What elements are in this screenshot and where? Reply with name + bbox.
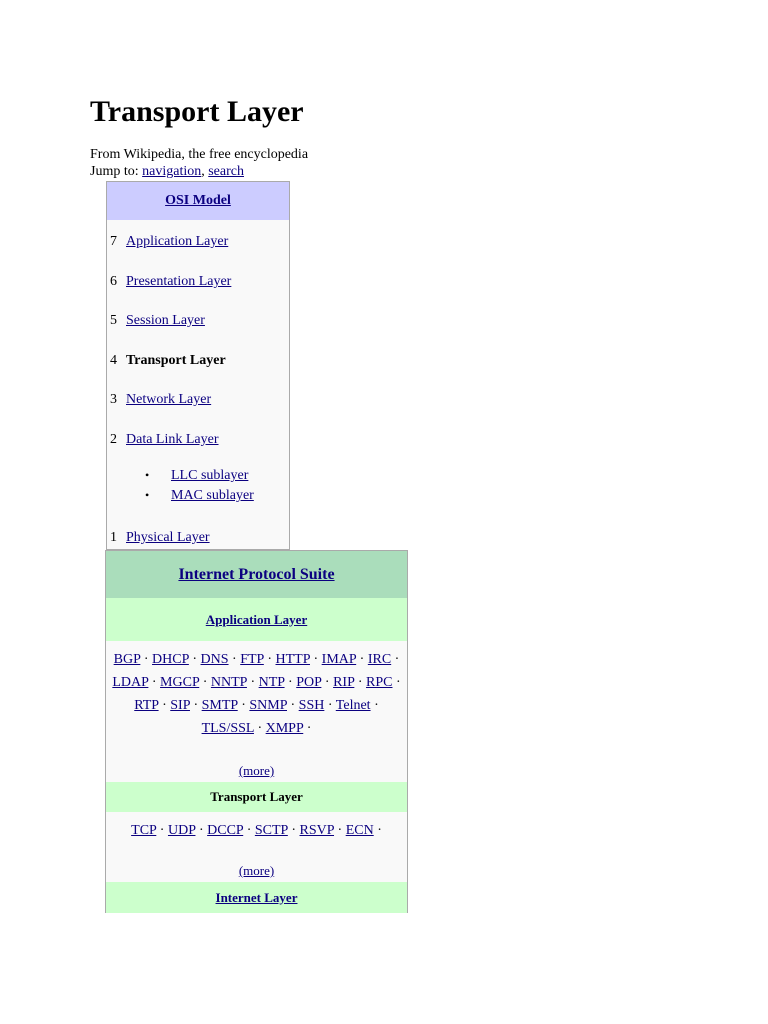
- osi-layer-7: [110, 233, 228, 250]
- protocol-separator: ·: [189, 698, 202, 713]
- protocol-link-ftp[interactable]: FTP: [240, 652, 264, 667]
- bullet: •: [145, 488, 150, 502]
- osi-layer-6: [110, 273, 231, 290]
- network-layer-link[interactable]: Network Layer: [126, 392, 212, 407]
- protocol-separator: ·: [243, 823, 255, 838]
- protocol-separator: ·: [156, 823, 168, 838]
- data-link-layer-link[interactable]: Data Link Layer: [126, 432, 219, 447]
- protocol-separator: ·: [253, 721, 266, 736]
- transport-layer-title: Transport Layer: [210, 789, 303, 804]
- application-layer-link[interactable]: Application Layer: [126, 234, 229, 249]
- application-more-link[interactable]: (more): [238, 763, 275, 778]
- osi-model-header: [107, 182, 289, 220]
- internet-layer-link[interactable]: Internet Layer: [215, 889, 298, 905]
- protocol-separator: ·: [391, 652, 400, 667]
- layer-number: 1: [110, 530, 117, 545]
- osi-layer-3: [110, 391, 211, 408]
- application-layer-section-header: [106, 598, 407, 641]
- ips-header: [106, 551, 407, 598]
- protocol-link-tls-ssl[interactable]: TLS/SSL: [201, 721, 254, 736]
- transport-more: [106, 863, 407, 879]
- protocol-link-sip[interactable]: SIP: [170, 698, 190, 713]
- protocol-link-tcp[interactable]: TCP: [131, 823, 157, 838]
- protocol-link-bgp[interactable]: BGP: [113, 652, 141, 667]
- transport-layer-section-header: [106, 782, 407, 812]
- transport-protocol-list: [106, 819, 407, 842]
- layer-number: 5: [110, 313, 117, 328]
- protocol-link-telnet[interactable]: Telnet: [335, 698, 371, 713]
- protocol-separator: ·: [284, 675, 297, 690]
- protocol-link-ntp[interactable]: NTP: [258, 675, 285, 690]
- protocol-separator: ·: [287, 823, 300, 838]
- sublayer-item: [145, 487, 254, 504]
- current-layer-label: Transport Layer: [126, 353, 226, 368]
- protocol-link-nntp[interactable]: NNTP: [210, 675, 247, 690]
- protocol-link-imap[interactable]: IMAP: [321, 652, 357, 667]
- protocol-separator: ·: [287, 698, 299, 713]
- protocol-link-rtp[interactable]: RTP: [134, 698, 159, 713]
- osi-model-box: [106, 181, 290, 550]
- protocol-separator: ·: [321, 675, 334, 690]
- protocol-separator: ·: [188, 652, 201, 667]
- transport-more-link[interactable]: (more): [238, 863, 275, 878]
- protocol-separator: ·: [334, 823, 346, 838]
- jump-to-prefix: Jump to:: [90, 164, 143, 179]
- protocol-link-smtp[interactable]: SMTP: [201, 698, 238, 713]
- protocol-separator: ·: [392, 675, 401, 690]
- layer-number: 3: [110, 392, 117, 407]
- search-link[interactable]: search: [208, 164, 244, 179]
- protocol-link-ssh[interactable]: SSH: [298, 698, 325, 713]
- protocol-separator: ·: [303, 721, 312, 736]
- protocol-separator: ·: [370, 698, 379, 713]
- protocol-separator: ·: [140, 652, 153, 667]
- protocol-separator: ·: [158, 698, 171, 713]
- physical-layer-link[interactable]: Physical Layer: [126, 530, 210, 545]
- ips-application-layer-link[interactable]: Application Layer: [205, 611, 308, 627]
- mac-sublayer-link[interactable]: MAC sublayer: [171, 488, 254, 503]
- layer-number: 7: [110, 234, 117, 249]
- protocol-link-irc[interactable]: IRC: [367, 652, 392, 667]
- protocol-link-rip[interactable]: RIP: [333, 675, 355, 690]
- protocol-link-sctp[interactable]: SCTP: [254, 823, 288, 838]
- protocol-link-dccp[interactable]: DCCP: [207, 823, 244, 838]
- layer-number: 4: [110, 353, 117, 368]
- protocol-separator: ·: [263, 652, 276, 667]
- osi-layer-4: [110, 352, 226, 369]
- protocol-link-snmp[interactable]: SNMP: [249, 698, 287, 713]
- internet-protocol-suite-link[interactable]: Internet Protocol Suite: [178, 565, 335, 583]
- osi-layer-2: [110, 431, 219, 448]
- page-title: Transport Layer: [90, 95, 304, 128]
- protocol-link-dhcp[interactable]: DHCP: [152, 652, 189, 667]
- protocol-link-dns[interactable]: DNS: [200, 652, 229, 667]
- protocol-link-mgcp[interactable]: MGCP: [160, 675, 200, 690]
- osi-model-link[interactable]: OSI Model: [165, 193, 231, 208]
- protocol-separator: ·: [199, 675, 211, 690]
- internet-layer-section-header: [106, 882, 407, 913]
- protocol-separator: ·: [195, 823, 208, 838]
- protocol-separator: ·: [356, 652, 368, 667]
- jump-to-links: [90, 163, 244, 180]
- site-tagline: From Wikipedia, the free encyclopedia: [90, 147, 309, 162]
- layer-number: 6: [110, 274, 117, 289]
- protocol-link-xmpp[interactable]: XMPP: [265, 721, 304, 736]
- protocol-separator: ·: [148, 675, 161, 690]
- protocol-separator: ·: [324, 698, 336, 713]
- protocol-link-rsvp[interactable]: RSVP: [299, 823, 335, 838]
- sublayer-item: [145, 467, 248, 484]
- application-more: [106, 763, 407, 779]
- presentation-layer-link[interactable]: Presentation Layer: [126, 274, 232, 289]
- protocol-link-ecn[interactable]: ECN: [345, 823, 374, 838]
- bullet: •: [145, 468, 150, 482]
- jump-to-separator: ,: [201, 164, 209, 179]
- osi-layer-1: [110, 529, 210, 546]
- protocol-separator: ·: [354, 675, 367, 690]
- protocol-separator: ·: [309, 652, 322, 667]
- protocol-link-pop[interactable]: POP: [296, 675, 322, 690]
- osi-layer-5: [110, 312, 205, 329]
- internet-protocol-suite-box: [105, 550, 408, 913]
- layer-number: 2: [110, 432, 117, 447]
- protocol-separator: ·: [246, 675, 259, 690]
- protocol-separator: ·: [237, 698, 250, 713]
- protocol-separator: ·: [373, 823, 382, 838]
- protocol-link-http[interactable]: HTTP: [275, 652, 310, 667]
- protocol-link-udp[interactable]: UDP: [167, 823, 196, 838]
- llc-sublayer-link[interactable]: LLC sublayer: [171, 468, 249, 483]
- protocol-link-rpc[interactable]: RPC: [366, 675, 393, 690]
- protocol-link-ldap[interactable]: LDAP: [112, 675, 149, 690]
- session-layer-link[interactable]: Session Layer: [126, 313, 205, 328]
- protocol-separator: ·: [228, 652, 241, 667]
- navigation-link[interactable]: navigation: [142, 164, 202, 179]
- application-protocol-list: [106, 648, 407, 740]
